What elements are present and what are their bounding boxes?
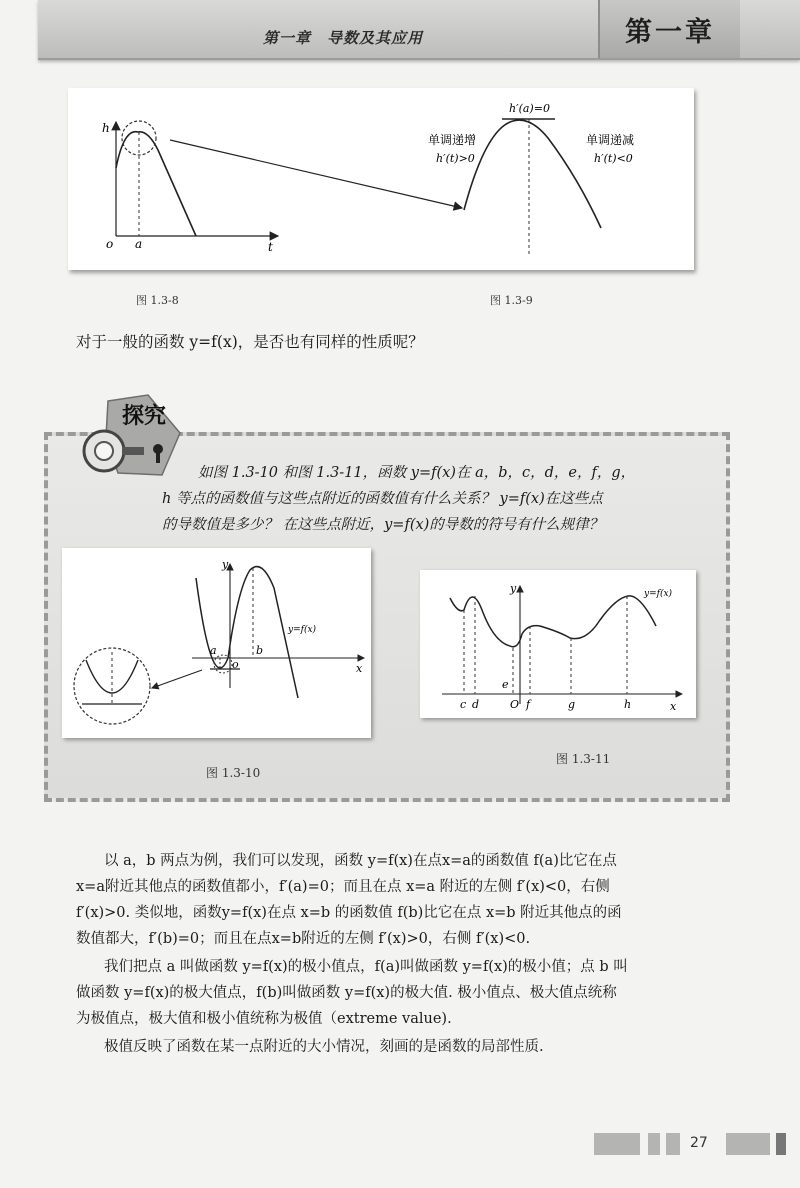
peak-derivative-label: h′(a)=0 xyxy=(509,102,550,115)
explore-line-2: h 等点的函数值与这些点附近的函数值有什么关系？ y=f(x)在这些点 xyxy=(162,491,603,507)
fig11-curve-label: y=f(x) xyxy=(644,589,673,599)
explore-line-1: 如图 1.3-10 和图 1.3-11，函数 y=f(x)在 a，b，c，d，e，f，g， xyxy=(198,465,636,481)
left-a-label: a xyxy=(135,237,143,251)
increasing-cond: h′(t)>0 xyxy=(436,152,475,165)
footer-bar-1 xyxy=(594,1133,640,1155)
caption-1-3-9: 图 1.3-9 xyxy=(490,294,533,307)
question-text: 对于一般的函数 y=f(x)，是否也有同样的性质呢？ xyxy=(76,333,424,351)
left-h-label: h xyxy=(102,121,110,135)
caption-1-3-8: 图 1.3-8 xyxy=(136,294,179,307)
explore-question xyxy=(162,460,722,538)
fig10-a-label: a xyxy=(210,644,217,657)
fig10-b-label: b xyxy=(256,644,264,657)
decreasing-cond: h′(t)<0 xyxy=(594,152,633,165)
fig11-d-label: d xyxy=(472,698,480,711)
fig11-x-label: x xyxy=(670,700,677,713)
explore-title: 探究 xyxy=(122,403,167,429)
p2-line-1: 我们把点 a 叫做函数 y=f(x)的极小值点，f(a)叫做函数 y=f(x)的极小值；点 b 叫 xyxy=(104,959,628,975)
fig10-curve-label: y=f(x) xyxy=(288,625,317,635)
paragraph-3 xyxy=(76,1034,726,1060)
paragraph-2 xyxy=(76,954,726,1032)
left-t-label: t xyxy=(268,240,273,254)
footer-bar-4 xyxy=(726,1133,770,1155)
p2-line-2: 做函数 y=f(x)的极大值点，f(b)叫做函数 y=f(x)的极大值. 极小值点、极大值点统称 xyxy=(76,985,617,1001)
page-number: 27 xyxy=(690,1135,708,1151)
figure-10-svg xyxy=(62,548,371,738)
fig11-curve xyxy=(450,596,656,647)
zoom-arrow xyxy=(170,140,462,208)
page-header xyxy=(38,0,800,60)
figure-1-3-8-and-9 xyxy=(68,88,694,270)
figure-1-3-11 xyxy=(420,570,696,718)
fig10-curve xyxy=(196,567,298,698)
fig11-h-label: h xyxy=(624,698,632,711)
explore-line-3: 的导数值是多少？ 在这些点附近，y=f(x)的导数的符号有什么规律？ xyxy=(162,517,604,533)
p1-line-4: 数值都大，f′(b)=0；而且在点x=b附近的左侧 f′(x)>0，右侧 f′(x)<0. xyxy=(76,931,531,947)
chapter-tab: 第一章 xyxy=(598,0,740,58)
fig11-e-label: e xyxy=(502,678,509,691)
fig10-zoom-arrow xyxy=(152,670,202,688)
caption-1-3-11: 图 1.3-11 xyxy=(556,752,611,766)
footer-bar-5 xyxy=(776,1133,786,1155)
p1-line-2: x=a附近其他点的函数值都小，f′(a)=0；而且在点 x=a 附近的左侧 f′(x)<0，右侧 xyxy=(76,879,610,895)
fig11-c-label: c xyxy=(460,698,467,711)
footer-bar-2 xyxy=(648,1133,660,1155)
figure-11-svg xyxy=(420,570,696,718)
right-curve xyxy=(464,120,601,228)
p2-line-3: 为极值点，极大值和极小值统称为极值（extreme value). xyxy=(76,1011,452,1027)
left-o-label: o xyxy=(106,237,114,251)
fig10-o-label: o xyxy=(232,658,239,671)
left-curve xyxy=(116,132,196,236)
figure-top-svg xyxy=(68,88,694,270)
fig10-x-label: x xyxy=(356,662,363,675)
fig11-o-label: O xyxy=(510,698,520,711)
p1-line-1: 以 a，b 两点为例，我们可以发现，函数 y=f(x)在点x=a的函数值 f(a)比它在点 xyxy=(104,853,617,869)
fig11-g-label: g xyxy=(568,698,576,711)
fig11-f-label: f xyxy=(526,698,531,711)
chapter-title: 第一章 导数及其应用 xyxy=(263,29,424,47)
fig11-y-label: y xyxy=(510,582,517,595)
p1-line-3: f′(x)>0. 类似地，函数y=f(x)在点 x=b 的函数值 f(b)比它在点 x=b 附近其他点的函 xyxy=(76,905,622,921)
fig10-y-label: y xyxy=(222,558,229,571)
increasing-label: 单调递增 xyxy=(428,133,477,147)
footer-bar-3 xyxy=(666,1133,680,1155)
p3-line-1: 极值反映了函数在某一点附近的大小情况，刻画的是函数的局部性质. xyxy=(104,1039,544,1055)
figure-1-3-10 xyxy=(62,548,371,738)
caption-1-3-10: 图 1.3-10 xyxy=(206,766,261,780)
decreasing-label: 单调递减 xyxy=(586,133,635,147)
paragraph-1 xyxy=(76,848,726,952)
